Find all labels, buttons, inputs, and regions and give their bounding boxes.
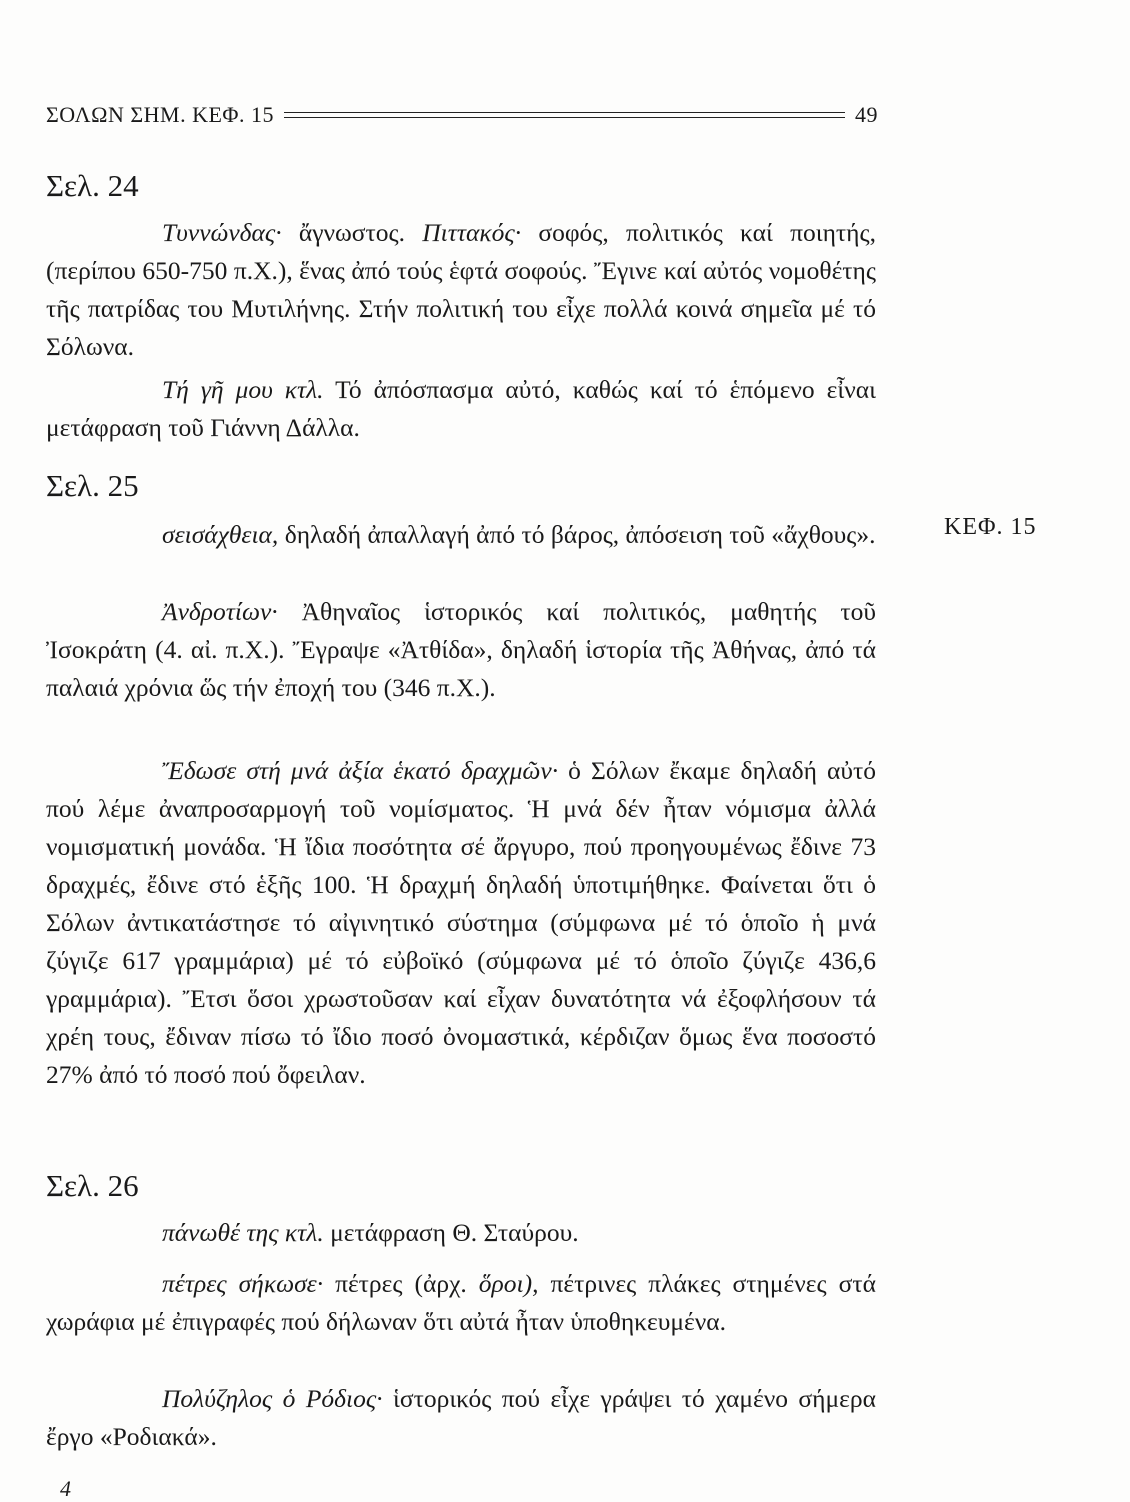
page-number: 49 bbox=[855, 102, 878, 127]
note-panothe bbox=[46, 1214, 876, 1252]
note-text: δηλαδή ἀπαλλαγή ἀπό τό βάρος, ἀπόσειση τοῦ «ἄχθους». bbox=[278, 520, 876, 549]
note-petres bbox=[46, 1265, 876, 1341]
folio-signature: 4 bbox=[60, 1476, 71, 1501]
note-term: πέτρες σήκωσε· bbox=[162, 1269, 324, 1298]
note-term: Πιττακός· bbox=[422, 218, 522, 247]
note-text: πέτρινες πλάκες στημένες στά χωράφια μέ ἐπιγραφές πού δήλωναν ὅτι αὐτά ἦταν ὑποθηκευμένα. bbox=[46, 1269, 876, 1336]
note-text: ἄγνωστος. bbox=[281, 218, 423, 247]
section-heading-sel-26: Σελ. 26 bbox=[46, 1168, 139, 1203]
note-ti-gi-mou bbox=[46, 371, 876, 447]
note-tynnondas-pittakos bbox=[46, 214, 876, 366]
note-text: πέτρες (ἀρχ. bbox=[323, 1269, 479, 1298]
note-text: Ἀθηναῖος ἱστορικός καί πολιτικός, μαθητής τοῦ Ἰσοκράτη (4. αἰ. π.Χ.). Ἔγραψε «Ἀτθίδα», δηλαδή ἱστορία τῆς Ἀθήνας, ἀπό τά παλαιά χρόνια ὥς τήν ἐποχή του (346 π.Χ.). bbox=[46, 597, 876, 702]
note-term: Τή γῆ μου κτλ. bbox=[162, 375, 324, 404]
note-text: μετάφραση Θ. Σταύρου. bbox=[323, 1218, 579, 1247]
note-edose-mna bbox=[46, 752, 876, 1094]
running-head-title: ΣΟΛΩΝ ΣΗΜ. ΚΕΦ. 15 bbox=[46, 102, 274, 127]
note-term: ὅροι), bbox=[478, 1269, 539, 1298]
note-term: Πολύζηλος ὁ Ρόδιος· bbox=[162, 1384, 383, 1413]
note-polyzilos bbox=[46, 1380, 876, 1456]
note-seisachtheia bbox=[46, 516, 876, 554]
running-head-rule bbox=[284, 112, 845, 118]
running-head bbox=[46, 98, 878, 132]
section-heading-sel-25: Σελ. 25 bbox=[46, 468, 139, 503]
section-heading-sel-24: Σελ. 24 bbox=[46, 168, 139, 203]
note-term: πάνωθέ της κτλ. bbox=[162, 1218, 324, 1247]
note-text: Τό ἀπόσπασμα αὐτό, καθώς καί τό ἑπόμενο εἶναι μετάφραση τοῦ Γιάννη Δάλλα. bbox=[46, 375, 876, 442]
note-term: Ἀνδροτίων· bbox=[162, 597, 278, 626]
note-text: ἱστορικός πού εἶχε γράψει τό χαμένο σήμερα ἔργο «Ροδιακά». bbox=[46, 1384, 876, 1451]
note-term: σεισάχθεια, bbox=[162, 520, 279, 549]
note-androtion bbox=[46, 593, 876, 707]
note-text: ὁ Σόλων ἔκαμε δηλαδή αὐτό πού λέμε ἀναπροσαρμογή τοῦ νομίσματος. Ἡ μνά δέν ἦταν νόμισμα ἀλλά νομισματική μονάδα. Ἡ ἴδια ποσότητα σέ ἄργυρο, πού προηγουμένως ἔδινε 73 δραχμές, ἔδινε στό ἑξῆς 100. Ἡ δραχμή δηλαδή ὑποτιμήθηκε. Φαίνεται ὅτι ὁ Σόλων ἀντικατάστησε τό αἰγινητικό σύστημα (σύμφωνα μέ τό ὁποῖο ἡ μνά ζύγιζε 617 γραμμάρια) μέ τό εὐβοϊκό (σύμφωνα μέ τό ὁποῖο ζύγιζε 436,6 γραμμάρια). Ἔτσι ὅσοι χρωστοῦσαν καί εἶχαν δυνατότητα νά ἐξοφλήσουν τά χρέη τους, ἔδιναν πίσω τό ἴδιο ποσό ὀνομαστικά, κέρδιζαν ὅμως ἕνα ποσοστό 27% ἀπό τό ποσό πού ὄφειλαν. bbox=[46, 756, 876, 1089]
margin-note: ΚΕΦ. 15 bbox=[944, 514, 1037, 540]
note-text: σοφός, πολιτικός καί ποιητής, (περίπου 650-750 π.Χ.), ἕνας ἀπό τούς ἑφτά σοφούς. Ἔγινε καί αὐτός νομοθέτης τῆς πατρίδας του Μυτιλήνης. Στήν πολιτική του εἶχε πολλά κοινά σημεῖα μέ τό Σόλωνα. bbox=[46, 218, 876, 361]
note-term: Ἔδωσε στή μνά ἀξία ἑκατό δραχμῶν· bbox=[162, 756, 559, 785]
note-term: Τυννώνδας· bbox=[162, 218, 282, 247]
